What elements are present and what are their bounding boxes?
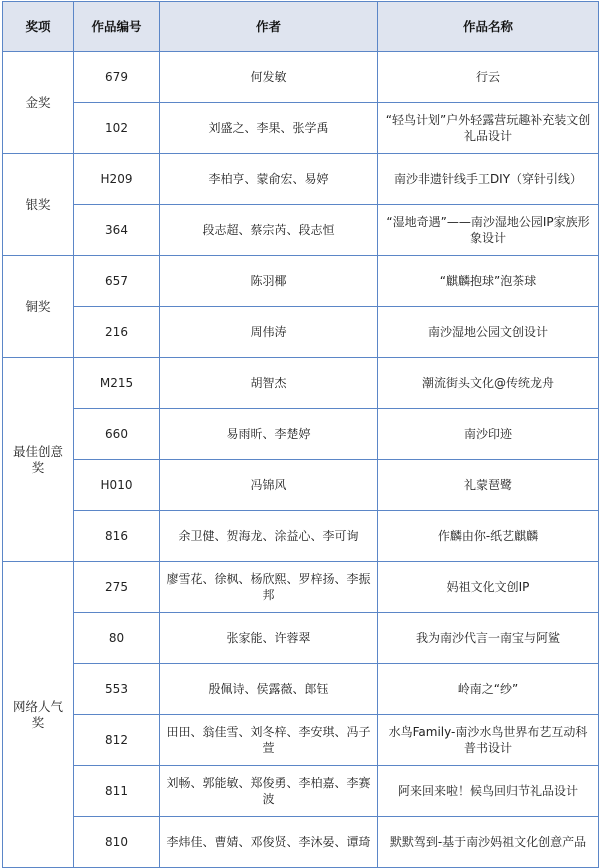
table-row	[3, 613, 599, 664]
title-cell: 南沙湿地公园文创设计	[378, 307, 599, 358]
title-cell: 岭南之“纱”	[378, 664, 599, 715]
table-row	[3, 205, 599, 256]
id-cell: 660	[74, 409, 160, 460]
author-cell: 何发敏	[160, 52, 378, 103]
table-row	[3, 409, 599, 460]
id-cell: 679	[74, 52, 160, 103]
id-cell: 216	[74, 307, 160, 358]
author-cell: 胡智杰	[160, 358, 378, 409]
title-cell: 我为南沙代言一南宝与阿鲨	[378, 613, 599, 664]
id-cell: 275	[74, 562, 160, 613]
awards-table	[2, 1, 599, 868]
title-cell: 妈祖文化文创IP	[378, 562, 599, 613]
id-cell: 80	[74, 613, 160, 664]
author-cell: 李炜佳、曹婧、邓俊贤、李沐晏、谭琦	[160, 817, 378, 868]
id-cell: 364	[74, 205, 160, 256]
author-cell: 张家能、许蓉翠	[160, 613, 378, 664]
author-cell: 段志超、蔡宗芮、段志恒	[160, 205, 378, 256]
title-cell: 潮流街头文化@传统龙舟	[378, 358, 599, 409]
title-cell: 南沙非遗针线手工DIY（穿针引线）	[378, 154, 599, 205]
author-cell: 陈羽椰	[160, 256, 378, 307]
id-cell: M215	[74, 358, 160, 409]
author-cell: 廖雪花、徐枫、杨欣熙、罗梓扬、李振邦	[160, 562, 378, 613]
id-cell: 657	[74, 256, 160, 307]
author-cell: 田田、翁佳雪、刘冬梓、李安琪、冯子萱	[160, 715, 378, 766]
table-row	[3, 766, 599, 817]
author-cell: 李柏亨、蒙俞宏、易婷	[160, 154, 378, 205]
author-cell: 殷佩诗、侯露薇、郎钰	[160, 664, 378, 715]
table-row	[3, 52, 599, 103]
author-cell: 易雨昕、李楚婷	[160, 409, 378, 460]
award-cell: 金奖	[3, 52, 74, 154]
table-row	[3, 307, 599, 358]
id-cell: H010	[74, 460, 160, 511]
title-cell: 作麟由你-纸艺麒麟	[378, 511, 599, 562]
table-header	[3, 2, 599, 52]
header-award: 奖项	[3, 2, 74, 52]
table-row	[3, 664, 599, 715]
title-cell: 阿来回来啦！候鸟回归节礼品设计	[378, 766, 599, 817]
title-cell: 行云	[378, 52, 599, 103]
table-row	[3, 460, 599, 511]
title-cell: “轻鸟计划”户外轻露营玩趣补充装文创礼品设计	[378, 103, 599, 154]
author-cell: 刘盛之、李果、张学禹	[160, 103, 378, 154]
table-row	[3, 715, 599, 766]
table-row	[3, 511, 599, 562]
author-cell: 周伟涛	[160, 307, 378, 358]
author-cell: 余卫健、贺海龙、涂益心、李可询	[160, 511, 378, 562]
id-cell: H209	[74, 154, 160, 205]
id-cell: 102	[74, 103, 160, 154]
table-row	[3, 256, 599, 307]
id-cell: 812	[74, 715, 160, 766]
title-cell: 礼蒙琶鹭	[378, 460, 599, 511]
award-cell: 网络人气奖	[3, 562, 74, 868]
title-cell: “湿地奇遇”——南沙湿地公园IP家族形象设计	[378, 205, 599, 256]
table-body	[3, 52, 599, 868]
id-cell: 553	[74, 664, 160, 715]
title-cell: 水鸟Family-南沙水鸟世界布艺互动科普书设计	[378, 715, 599, 766]
table-row	[3, 154, 599, 205]
table-row	[3, 103, 599, 154]
title-cell: 南沙印迹	[378, 409, 599, 460]
header-title: 作品名称	[378, 2, 599, 52]
id-cell: 811	[74, 766, 160, 817]
id-cell: 810	[74, 817, 160, 868]
table-row	[3, 358, 599, 409]
title-cell: 默默驾到-基于南沙妈祖文化创意产品	[378, 817, 599, 868]
header-id: 作品编号	[74, 2, 160, 52]
award-cell: 最佳创意奖	[3, 358, 74, 562]
award-cell: 铜奖	[3, 256, 74, 358]
table-row	[3, 817, 599, 868]
header-author: 作者	[160, 2, 378, 52]
table-row	[3, 562, 599, 613]
header-row	[3, 2, 599, 52]
author-cell: 冯锦风	[160, 460, 378, 511]
id-cell: 816	[74, 511, 160, 562]
award-cell: 银奖	[3, 154, 74, 256]
author-cell: 刘畅、郭能敏、郑俊勇、李柏嘉、李赛波	[160, 766, 378, 817]
title-cell: “麒麟抱球”泡茶球	[378, 256, 599, 307]
